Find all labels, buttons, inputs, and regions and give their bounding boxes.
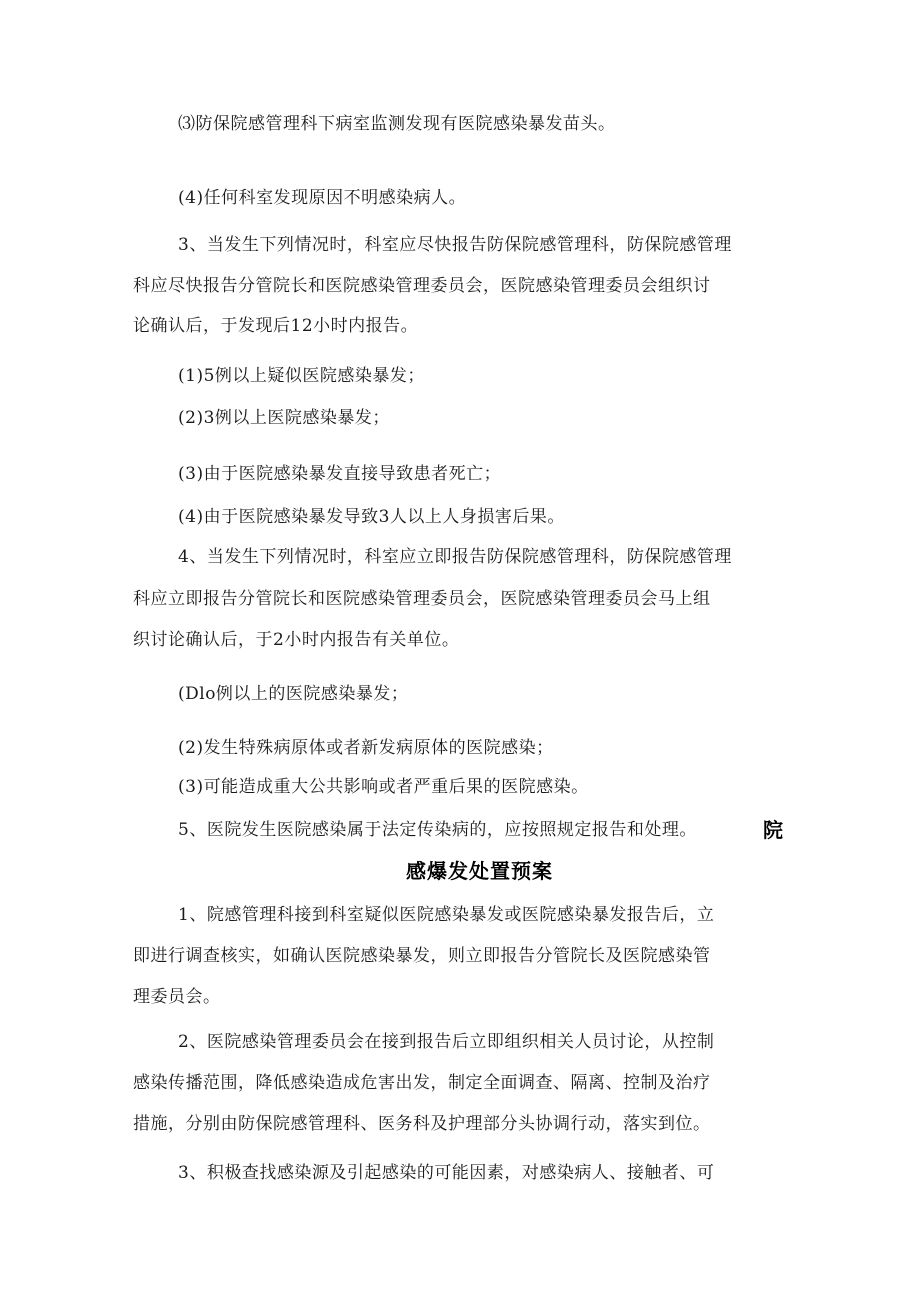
paragraph-line: (1)5例以上疑似医院感染暴发； (178, 366, 425, 386)
paragraph-line: (2)3例以上医院感染暴发； (178, 408, 390, 428)
paragraph-line: (2)发生特殊病原体或者新发病原体的医院感染； (178, 738, 554, 758)
paragraph-line: 1、院感管理科接到科室疑似医院感染暴发或医院感染暴发报告后，立 (178, 905, 715, 925)
paragraph-line: 科应立即报告分管院长和医院感染管理委员会，医院感染管理委员会马上组 (133, 589, 711, 609)
paragraph-line: 科应尽快报告分管院长和医院感染管理委员会，医院感染管理委员会组织讨 (133, 276, 711, 296)
paragraph-line: 即进行调查核实，如确认医院感染暴发，则立即报告分管院长及医院感染管 (133, 946, 711, 966)
paragraph-line: 论确认后，于发现后12小时内报告。 (133, 316, 419, 336)
paragraph-line: 理委员会。 (133, 987, 221, 1007)
paragraph-line: (3)可能造成重大公共影响或者严重后果的医院感染。 (178, 777, 589, 797)
paragraph-line: 4、当发生下列情况时，科室应立即报告防保院感管理科，防保院感管理 (178, 547, 732, 567)
paragraph-line: (Dlo例以上的医院感染暴发； (178, 684, 409, 704)
paragraph-line: 5、医院发生医院感染属于法定传染病的，应按照规定报告和处理。 (178, 820, 697, 840)
paragraph-line: ⑶防保院感管理科下病室监测发现有医院感染暴发苗头。 (178, 114, 616, 134)
paragraph-line: 织讨论确认后，于2小时内报告有关单位。 (133, 630, 460, 650)
paragraph-line: (4)由于医院感染暴发导致3人以上人身损害后果。 (178, 507, 565, 527)
section-heading-part2: 感爆发处置预案 (406, 859, 553, 883)
paragraph-line: 措施，分别由防保院感管理科、医务科及护理部分头协调行动，落实到位。 (133, 1114, 711, 1134)
paragraph-line: (4)任何科室发现原因不明感染病人。 (178, 188, 467, 208)
paragraph-line: 2、医院感染管理委员会在接到报告后立即组织相关人员讨论，从控制 (178, 1032, 715, 1052)
section-heading-part1: 院 (763, 818, 784, 842)
paragraph-line: 3、积极查找感染源及引起感染的可能因素，对感染病人、接触者、可 (178, 1163, 715, 1183)
paragraph-line: 3、当发生下列情况时，科室应尽快报告防保院感管理科，防保院感管理 (178, 235, 732, 255)
paragraph-line: (3)由于医院感染暴发直接导致患者死亡； (178, 464, 502, 484)
paragraph-line: 感染传播范围，降低感染造成危害出发，制定全面调查、隔离、控制及治疗 (133, 1073, 711, 1093)
